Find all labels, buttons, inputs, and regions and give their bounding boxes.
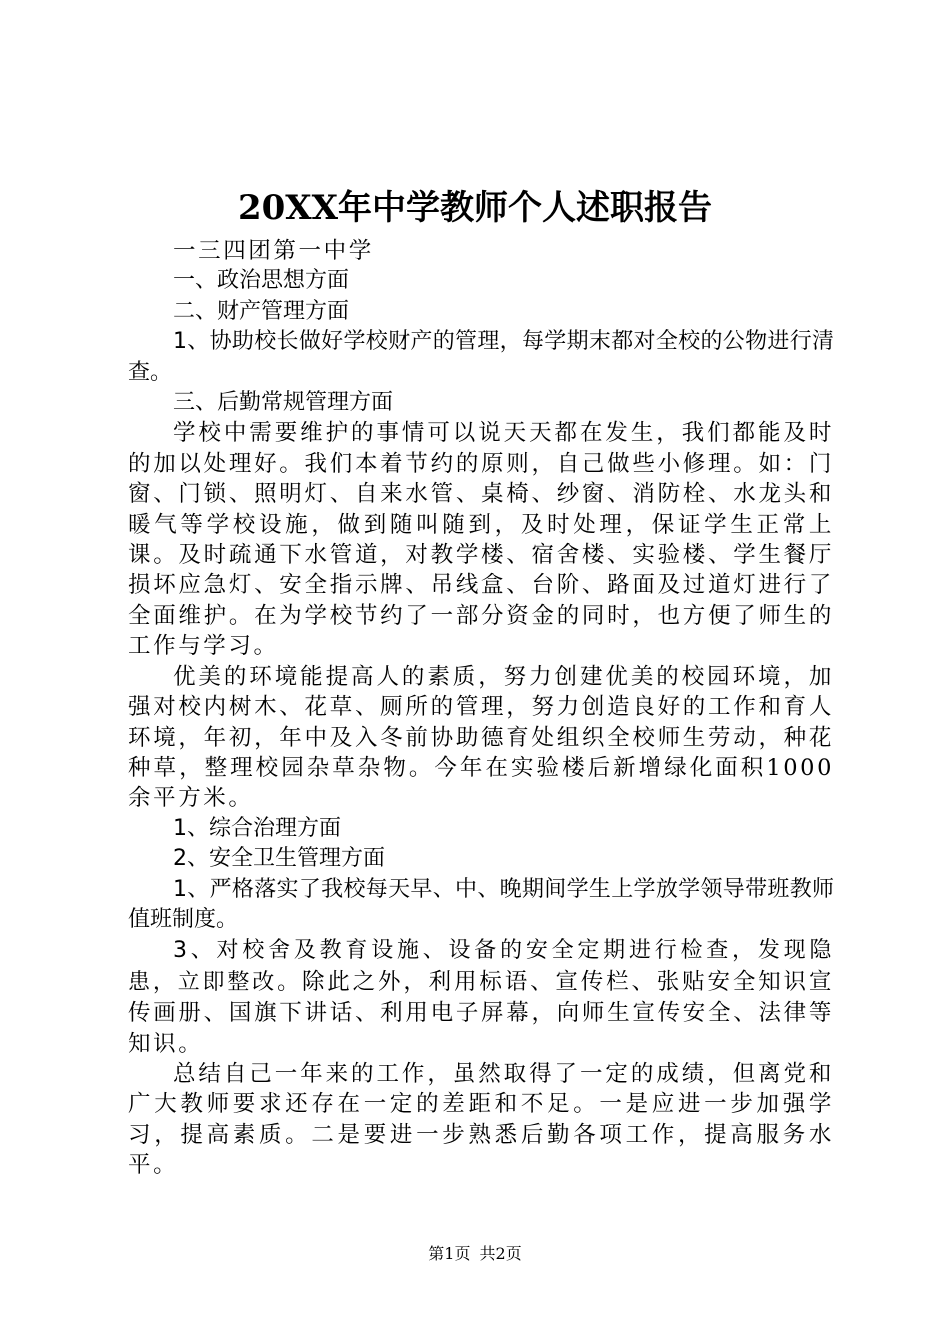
item-heading-safety: 2、安全卫生管理方面 [173,846,385,872]
paragraph-maintenance: 学校中需要维护的事情可以说天天都在发生，我们都能及时的加以处理好。我们本着节约的原则，自己做些小修理。如：门窗、门锁、照明灯、自来水管、桌椅、纱窗、消防栓、水龙头和暖气等学校设施，做到随叫随到，及时处理，保证学生正常上课。及时疏通下水管道，对教学楼、宿舍楼、实验楼、学生餐厅损坏应急灯、安全指示牌、吊线盒、台阶、路面及过道灯进行了全面维护。在为学校节约了一部分资金的同时，也方便了师生的工作与学习。 [128,420,834,660]
paragraph-duty-system: 1、严格落实了我校每天早、中、晚期间学生上学放学领导带班教师值班制度。 [128,876,834,932]
paragraph-inspection [128,935,834,1059]
section-heading-logistics: 三、后勤常规管理方面 [173,390,394,416]
item-heading-governance: 1、综合治理方面 [173,815,341,841]
school-name: 一三四团第一中学 [173,238,374,264]
paragraph-summary: 总结自己一年来的工作，虽然取得了一定的成绩，但离党和广大教师要求还存在一定的差距和不足。一是应进一步加强学习，提高素质。二是要进一步熟悉后勤各项工作，提高服务水平。 [128,1060,834,1179]
section-heading-politics: 一、政治思想方面 [173,268,350,294]
page-number: 第1页 [428,1244,471,1263]
paragraph-inspection-rest: 除此之外，利用标语、宣传栏、张贴安全知识宣传画册、国旗下讲话、利用电子屏幕，向师生宣传安全、法律等知识。 [128,968,834,1057]
page-footer [0,1243,950,1265]
paragraph-inspection-lead: 3、对校舍及教育设施、设备的安全定期进行检查，发现隐患，立即整改。 [128,938,834,995]
page-total: 共2页 [479,1244,522,1263]
paragraph-asset-management: 1、协助校长做好学校财产的管理，每学期末都对全校的公物进行清查。 [128,329,834,385]
document-title: 20XX年中学教师个人述职报告 [237,188,713,228]
paragraph-environment: 优美的环境能提高人的素质，努力创建优美的校园环境，加强对校内树木、花草、厕所的管理，努力创造良好的工作和育人环境，年初，年中及入冬前协助德育处组织全校师生劳动，种花种草，整理校园杂草杂物。今年在实验楼后新增绿化面积1000余平方米。 [128,663,834,812]
section-heading-assets: 二、财产管理方面 [173,298,350,324]
document-body [128,236,834,1181]
